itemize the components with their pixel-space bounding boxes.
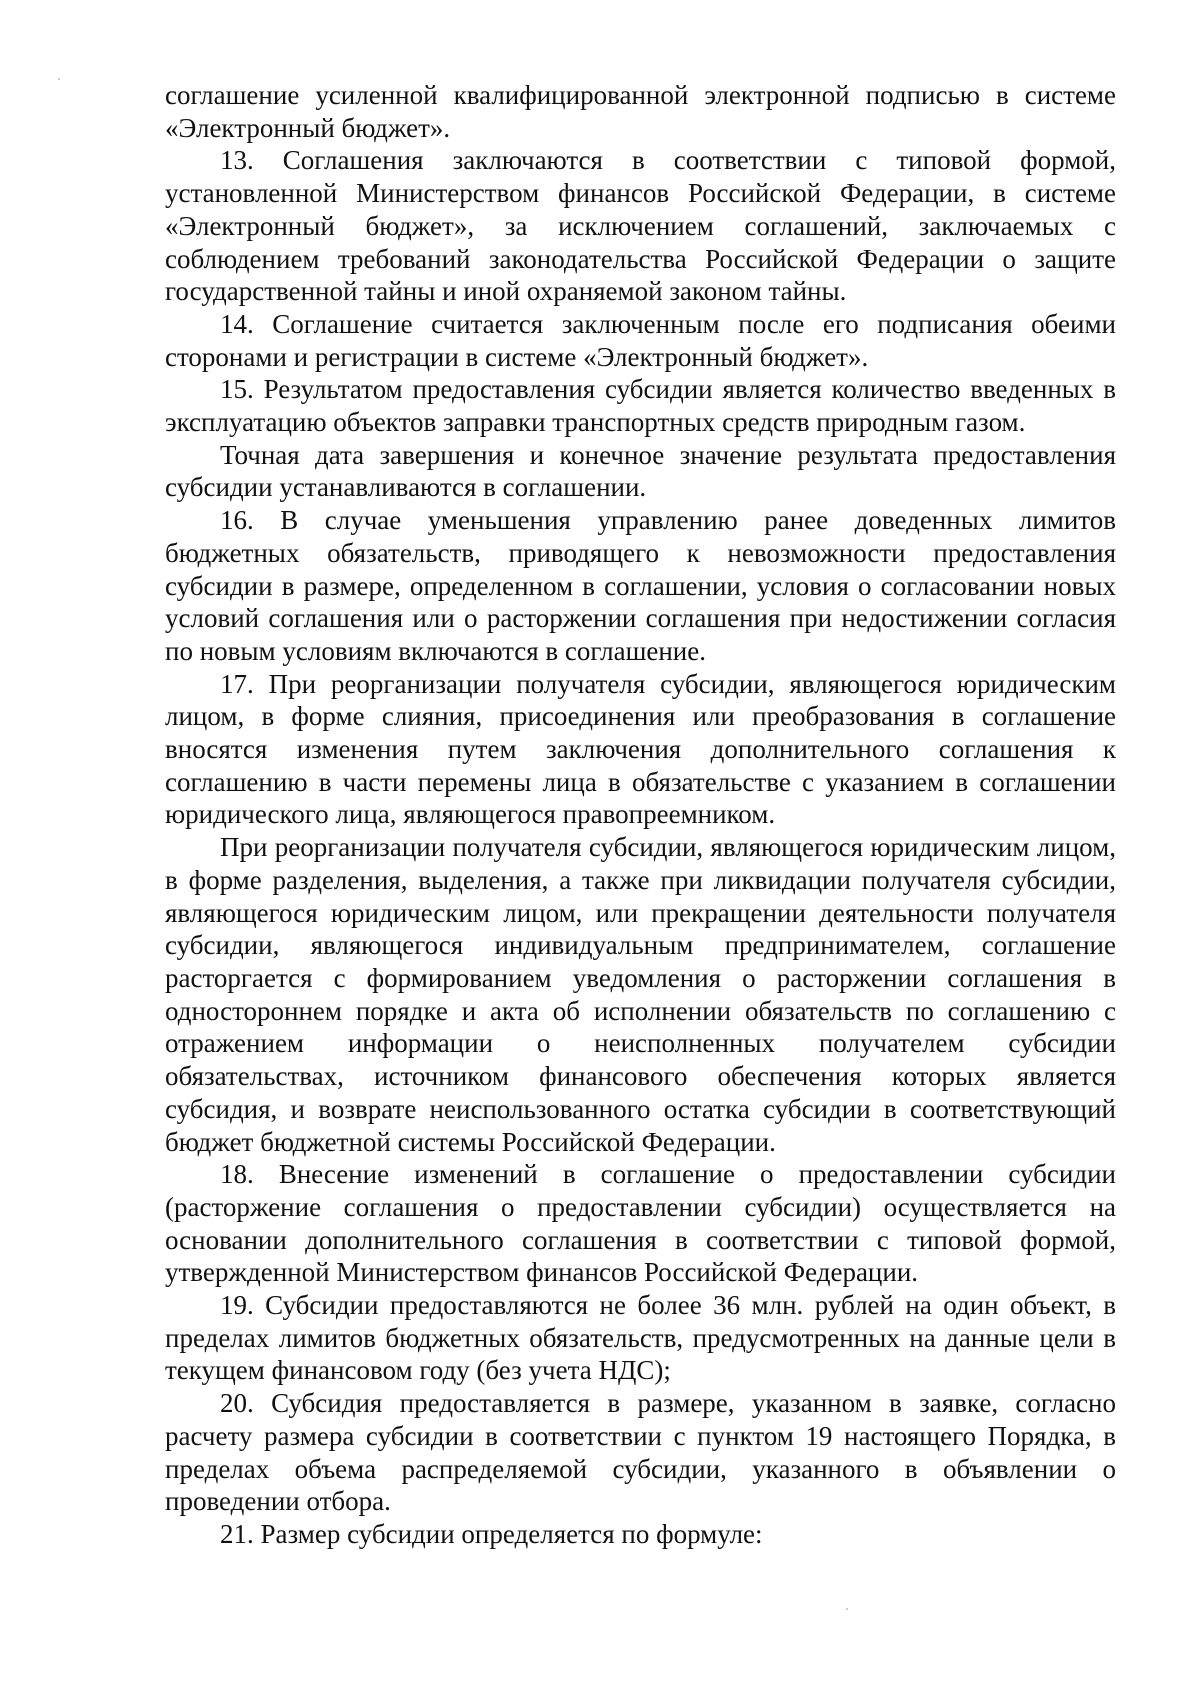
document-body [165, 79, 1116, 1551]
paragraph-item-15-result-date: Точная дата завершения и конечное значение результата предоставления субсидии устанавливаются в соглашении. [165, 439, 1116, 503]
paragraph-item-15: 15. Результатом предоставления субсидии является количество введенных в эксплуатацию объектов заправки транспортных средств природным газом. [165, 374, 1116, 438]
paragraph-item-13: 13. Соглашения заключаются в соответствии с типовой формой, установленной Министерством финансов Российской Федерации, в системе «Электронный бюджет», за исключением соглашений, заключаемых с соблюдением требований законодательства Российской Федерации о защите государственной тайны и иной охраняемой законом тайны. [165, 145, 1116, 307]
paragraph-item-20: 20. Субсидия предоставляется в размере, указанном в заявке, согласно расчету размера субсидии в соответствии с пунктом 19 настоящего Порядка, в пределах объема распределяемой субсидии, указанного в объявлении о проведении отбора. [165, 1388, 1116, 1517]
scan-speck [846, 1608, 848, 1610]
paragraph-item-16: 16. В случае уменьшения управлению ранее доведенных лимитов бюджетных обязательств, приводящего к невозможности предоставления субсидии в размере, определенном в соглашении, условия о согласовании новых условий соглашения или о расторжении соглашения при недостижении согласия по новым условиям включаются в соглашение. [165, 505, 1116, 666]
paragraph-item-17: 17. При реорганизации получателя субсидии, являющегося юридическим лицом, в форме слияния, присоединения или преобразования в соглашение вносятся изменения путем заключения дополнительного соглашения к соглашению в части перемены лица в обязательстве с указанием в соглашении юридического лица, являющегося правопреемником. [165, 668, 1116, 830]
scan-speck [58, 78, 60, 80]
paragraph-item-19: 19. Субсидии предоставляются не более 36 млн. рублей на один объект, в пределах лимитов бюджетных обязательств, предусмотренных на данные цели в текущем финансовом году (без учета НДС); [165, 1290, 1116, 1386]
paragraph-item-17-reorganization: При реорганизации получателя субсидии, являющегося юридическим лицом, в форме разделения, выделения, а также при ликвидации получателя субсидии, являющегося юридическим лицом, или прекращении деятельности получателя субсидии, являющегося индивидуальным предпринимателем, соглашение расторгается с формированием уведомления о расторжении соглашения в одностороннем порядке и акта об исполнении обязательств по соглашению с отражением информации о неисполненных получателем субсидии обязательствах, источником финансового обеспечения которых является субсидия, и возврате неиспользованного остатка субсидии в соответствующий бюджет бюджетной системы Российской Федерации. [165, 832, 1116, 1157]
paragraph-continuation: соглашение усиленной квалифицированной электронной подписью в системе «Электронный бюджет». [165, 80, 1116, 143]
paragraph-item-21: 21. Размер субсидии определяется по формуле: [220, 1518, 763, 1549]
paragraph-item-14: 14. Соглашение считается заключенным после его подписания обеими сторонами и регистрации в системе «Электронный бюджет». [165, 308, 1116, 372]
paragraph-item-18: 18. Внесение изменений в соглашение о предоставлении субсидии (расторжение соглашения о предоставлении субсидии) осуществляется на основании дополнительного соглашения в соответствии с типовой формой, утвержденной Министерством финансов Российской Федерации. [165, 1159, 1116, 1288]
